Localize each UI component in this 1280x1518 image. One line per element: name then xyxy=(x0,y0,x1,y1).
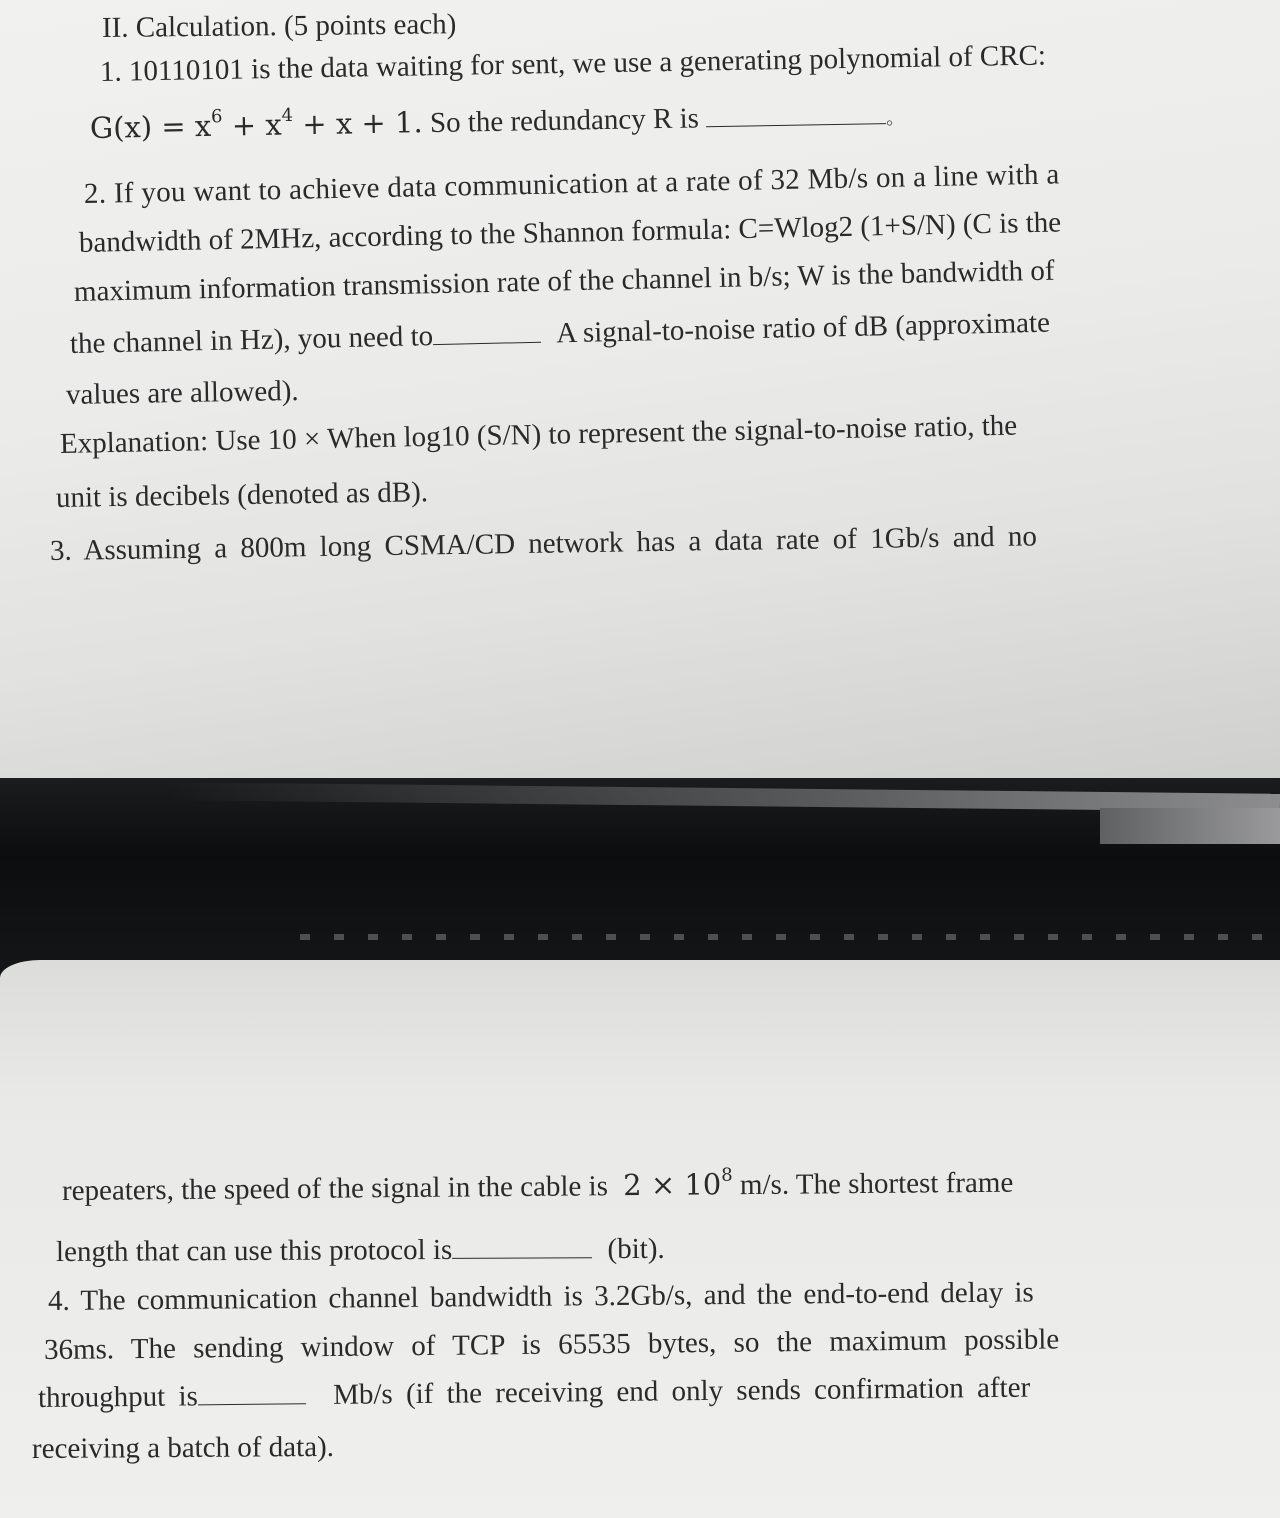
crc-polynomial: $G(x) = x^6 + x^4 + x + 1$. xyxy=(89,104,423,145)
question-4-line-2: 36ms. The sending window of TCP is 65535 bytes, so the maximum possible xyxy=(43,1323,1060,1366)
question-4-line-1: 4. The communication channel bandwidth is 3.2Gb/s, and the end-to-end delay is xyxy=(47,1276,1034,1317)
question-2-explanation-line-2: unit is decibels (denoted as dB). xyxy=(55,476,429,514)
section-title: II. Calculation. (5 points each) xyxy=(101,8,457,44)
question-2-line-3: maximum information transmission rate of the channel in b/s; W is the bandwidth of xyxy=(73,254,1055,308)
answer-blank-2[interactable] xyxy=(433,324,541,345)
question-2-line-1: 2. If you want to achieve data communication at a rate of 32 Mb/s on a line with a xyxy=(83,158,1060,210)
question-3-line-3-start: length that can use this protocol is xyxy=(55,1233,453,1268)
question-1-line-1: 1. 10110101 is the data waiting for sent, we use a generating polynomial of CRC: xyxy=(99,39,1047,88)
question-2-line-4-end: A signal-to-noise ratio of dB (approximate xyxy=(555,306,1051,350)
question-3-line-1: 3. Assuming a 800m long CSMA/CD network has a data rate of 1Gb/s and no xyxy=(49,520,1038,567)
laptop-hinge xyxy=(1100,808,1280,844)
question-1-prompt: So the redundancy R is xyxy=(429,102,700,140)
question-3-line-3-end: (bit). xyxy=(607,1232,665,1266)
question-4-line-3-end: Mb/s (if the receiving end only sends confirmation after xyxy=(332,1371,1031,1411)
question-4-line-3-start: throughput is xyxy=(37,1380,199,1414)
question-2-line-5: values are allowed). xyxy=(65,374,299,411)
keyboard-edge xyxy=(300,934,1280,940)
answer-blank-3[interactable] xyxy=(452,1239,592,1259)
answer-blank-4[interactable] xyxy=(198,1385,306,1405)
question-3-line-2-end: m/s. The shortest frame xyxy=(739,1166,1014,1202)
question-3-line-2-start: repeaters, the speed of the signal in the cable is xyxy=(61,1170,609,1207)
signal-speed: $2 \times 10^8$ xyxy=(623,1164,733,1203)
question-4-line-4: receiving a batch of data). xyxy=(31,1430,335,1465)
question-1-end-mark: 。 xyxy=(885,107,905,129)
question-3-line-3 xyxy=(55,1232,665,1268)
question-2-line-4-start: the channel in Hz), you need to xyxy=(69,320,434,360)
answer-blank-1[interactable] xyxy=(706,105,886,127)
question-2-line-2: bandwidth of 2MHz, according to the Shannon formula: C=Wlog2 (1+S/N) (C is the xyxy=(78,206,1062,259)
question-2-explanation-line-1: Explanation: Use 10 × When log10 (S/N) to represent the signal-to-noise ratio, the xyxy=(59,409,1018,460)
